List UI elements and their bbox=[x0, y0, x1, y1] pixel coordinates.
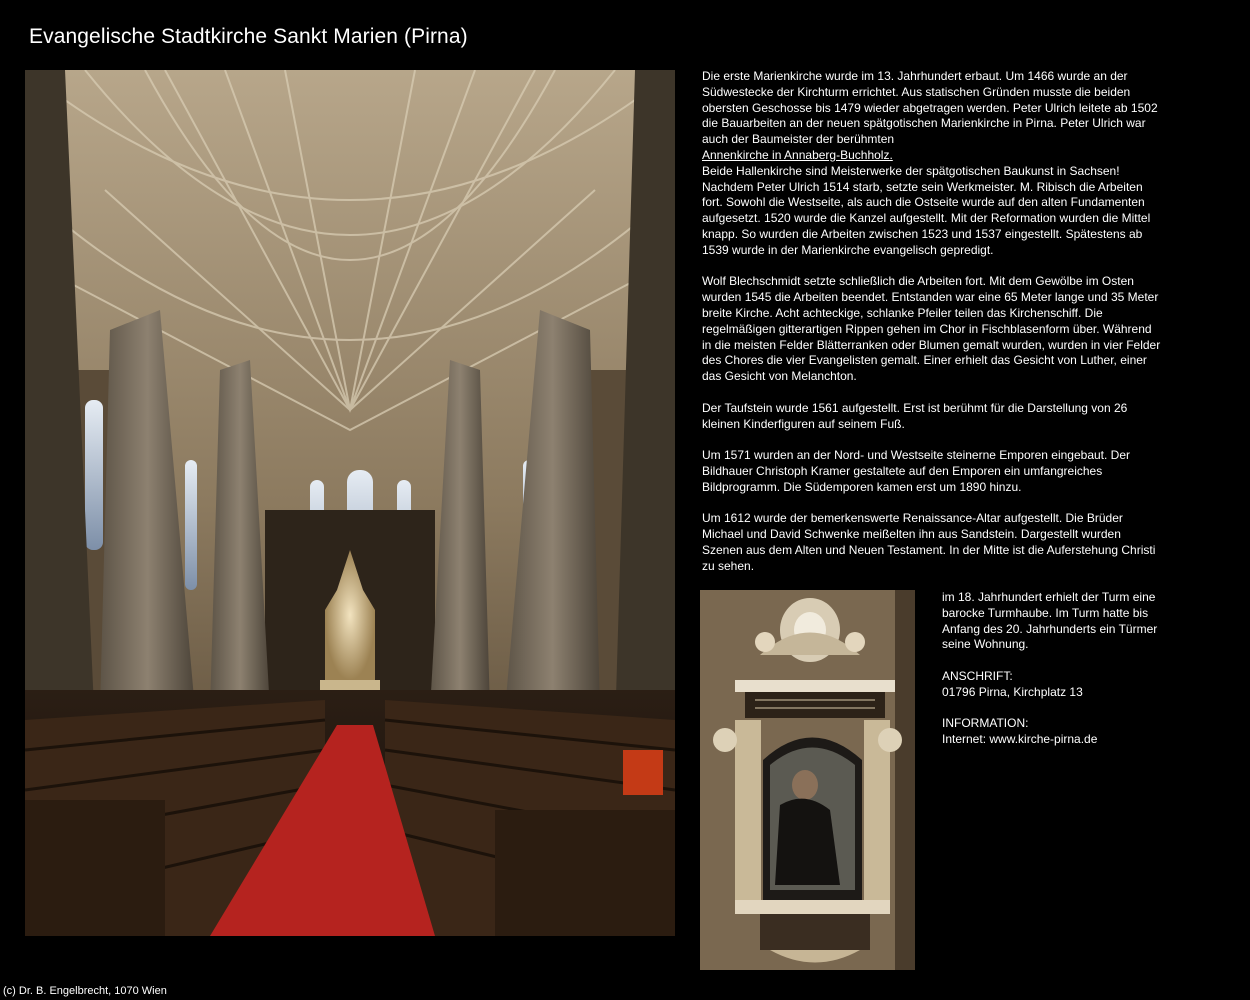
side-info bbox=[942, 590, 1172, 764]
paragraph-galleries: Um 1571 wurden an der Nord- und Westseite steinerne Emporen eingebaut. Der Bildhauer Christoph Kramer gestaltete auf den Emporen ein umfangreiches Bildprogramm. Die Südemporen kamen erst um 1890 hinzu. bbox=[702, 448, 1131, 494]
paragraph-altar: Um 1612 wurde der bemerkenswerte Renaissance-Altar aufgestellt. Die Brüder Michael und David Schwenke meißelten ihn aus Sandstein. Dargestellt wurden Szenen aus dem Alten und Neuen Testament. In der Mitte ist die Auferstehung Christi zu sehen. bbox=[702, 511, 1156, 573]
copyright-footer: (c) Dr. B. Engelbrecht, 1070 Wien bbox=[3, 985, 167, 997]
paragraph-construction: Wolf Blechschmidt setzte schließlich die Arbeiten fort. Mit dem Gewölbe im Osten wurden 1545 die Arbeiten beendet. Entstanden war eine 65 Meter lange und 35 Meter breite Kirche. Acht achteckige, schlanke Pfeiler teilen das Kirchenschiff. Die regelmäßigen gitterartigen Rippen gehen im Chor in Fischblasenform über. Während in die meisten Felder Blätterranken oder Blumen gemalt wurden, wurden in vier Felder des Chores die vier Evangelisten gemalt. Einer erhielt das Gesicht von Luther, einer das Gesicht von Melanchton. bbox=[702, 274, 1161, 384]
paragraph-tower: im 18. Jahrhundert erhielt der Turm eine barocke Turmhaube. Im Turm hatte bis Anfang des 20. Jahrhunderts ein Türmer seine Wohnung. bbox=[942, 590, 1158, 652]
paragraph-history-intro: Die erste Marienkirche wurde im 13. Jahrhundert erbaut. Um 1466 wurde an der Südwestecke der Kirchturm errichtet. Aus statischen Gründen musste die beiden obersten Geschosse bis 1479 wieder abgetragen werden. Peter Ulrich leitete ab 1502 die Bauarbeiten an der neuen spätgotischen Marienkirche in Pirna. Peter Ulrich war auch der Baumeister der berühmten bbox=[702, 69, 1158, 147]
page-title: Evangelische Stadtkirche Sankt Marien (Pirna) bbox=[29, 25, 468, 48]
link-annenkirche[interactable]: Annenkirche in Annaberg-Buchholz. bbox=[702, 147, 893, 162]
main-description bbox=[702, 69, 1162, 590]
address-value: 01796 Pirna, Kirchplatz 13 bbox=[942, 684, 1083, 699]
paragraph-history-continued: Beide Hallenkirche sind Meisterwerke der spätgotischen Baukunst in Sachsen! Nachdem Peter Ulrich 1514 starb, setzte sein Werkmeister. M. Ribisch die Arbeiten fort. Sowohl die Westseite, als auch die Ostseite wurde auf den alten Fundamenten aufgesetzt. 1520 wurde die Kanzel aufgestellt. Mit der Reformation wurden die Mittel knapp. So wurden die Arbeiten zwischen 1523 und 1537 eingestellt. Spätestens ab 1539 wurde in der Marienkirche evangelisch gepredigt. bbox=[702, 163, 1151, 257]
info-website: Internet: www.kirche-pirna.de bbox=[942, 732, 1098, 747]
epitaph-photo bbox=[700, 590, 915, 970]
church-interior-photo bbox=[25, 70, 675, 936]
paragraph-font: Der Taufstein wurde 1561 aufgestellt. Erst ist berühmt für die Darstellung von 26 kleinen Kinderfiguren auf seinem Fuß. bbox=[702, 400, 1128, 431]
info-label: INFORMATION: bbox=[942, 716, 1029, 731]
address-label: ANSCHRIFT: bbox=[942, 668, 1013, 683]
